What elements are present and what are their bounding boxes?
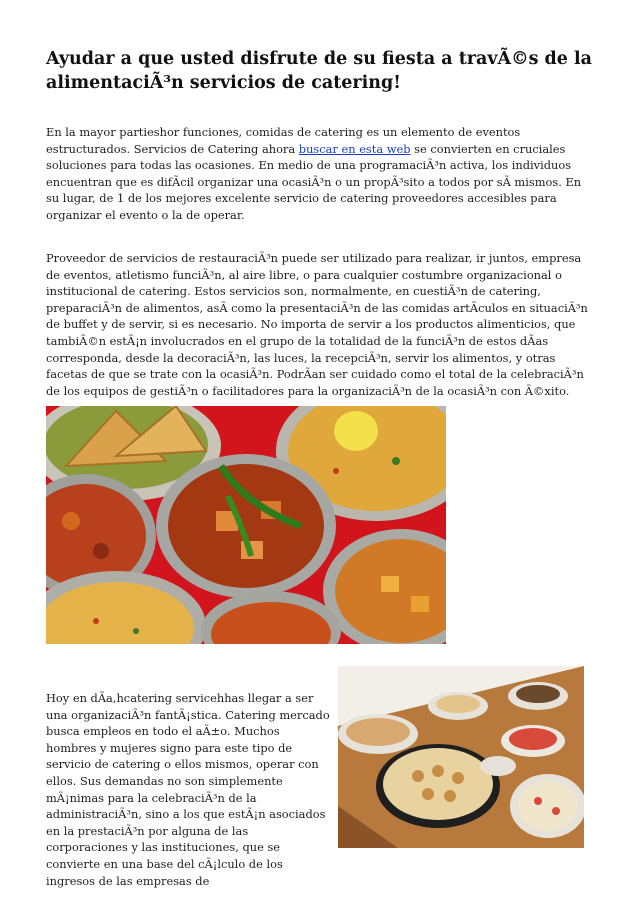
indian-food-photo bbox=[46, 406, 446, 644]
paragraph-catering-services: Proveedor de servicios de restauraciÃ³n puede ser utilizado para realizar, ir juntos, empresa de eventos, atletismo funciÃ³n, al aire libre, o para cualquier costumbre organizacional o institucional de catering. Estos servicios son, normalmente, en cuestiÃ³n de catering, preparaciÃ³n de alimentos, asÃ como la presentaciÃ³n de las comidas artÃculos en situaciÃ³n de buffet y de servir, si es necesario. No importa de servir a los productos alimenticios, que tambiÃ©n estÃ¡n involucrados en el grupo de la totalidad de la funciÃ³n de estos dÃas corresponda, desde la decoraciÃ³n, las luces, la recepciÃ³n, servir los alimentos, y otras facetas de que se trate con la ocasiÃ³n. PodrÃan ser cuidado como el total de la celebraciÃ³n de los equipos de gestiÃ³n o facilitadores para la organizaciÃ³n de la ocasiÃ³n con Ã©xito. bbox=[46, 251, 588, 398]
paragraph-intro-text-a: En la mayor partieshor funciones, comidas de catering es un elemento de eventos estructurados. Servicios de Catering ahora bbox=[46, 125, 521, 156]
buffet-illustration bbox=[338, 666, 584, 848]
search-web-link[interactable]: buscar en esta web bbox=[298, 141, 411, 156]
indian-food-illustration bbox=[46, 406, 446, 644]
paragraph-catering-industry: Hoy en dÃa,hcatering servicehhas llegar a ser una organizaciÃ³n fantÃ¡stica. Catering mercado busca empleos en todo el aÃ±o. Muchos hombres y mujeres signo para este tipo de servicio de catering o ellos mismos, operar con ellos. Sus demandas no son simplemente mÃ¡nimas para la celebraciÃ³n de la administraciÃ³n, sino a los que estÃ¡n asociados en la prestaciÃ³n por alguna de las corporaciones y las instituciones, que se convierte en una base del cÃ¡lculo de los ingresos de las empresas de bbox=[46, 691, 330, 888]
paragraph-intro-text-b: se convierten en cruciales soluciones para todas las ocasiones. En medio de una programaciÃ³n activa, los individuos encuentran que es difÃcil organizar una ocasiÃ³n o un propÃ³sito a todos por sÃ mismos. En su lugar, de 1 de los mejores excelente servicio de catering proveedores accesibles para organizar el evento o la de operar. bbox=[46, 141, 582, 222]
page-title: Ayudar a que usted disfrute de su fiesta a travÃ©s de la alimentaciÃ³n servicios de catering! bbox=[46, 49, 592, 93]
buffet-photo bbox=[338, 666, 584, 848]
paragraph-intro bbox=[46, 124, 594, 224]
